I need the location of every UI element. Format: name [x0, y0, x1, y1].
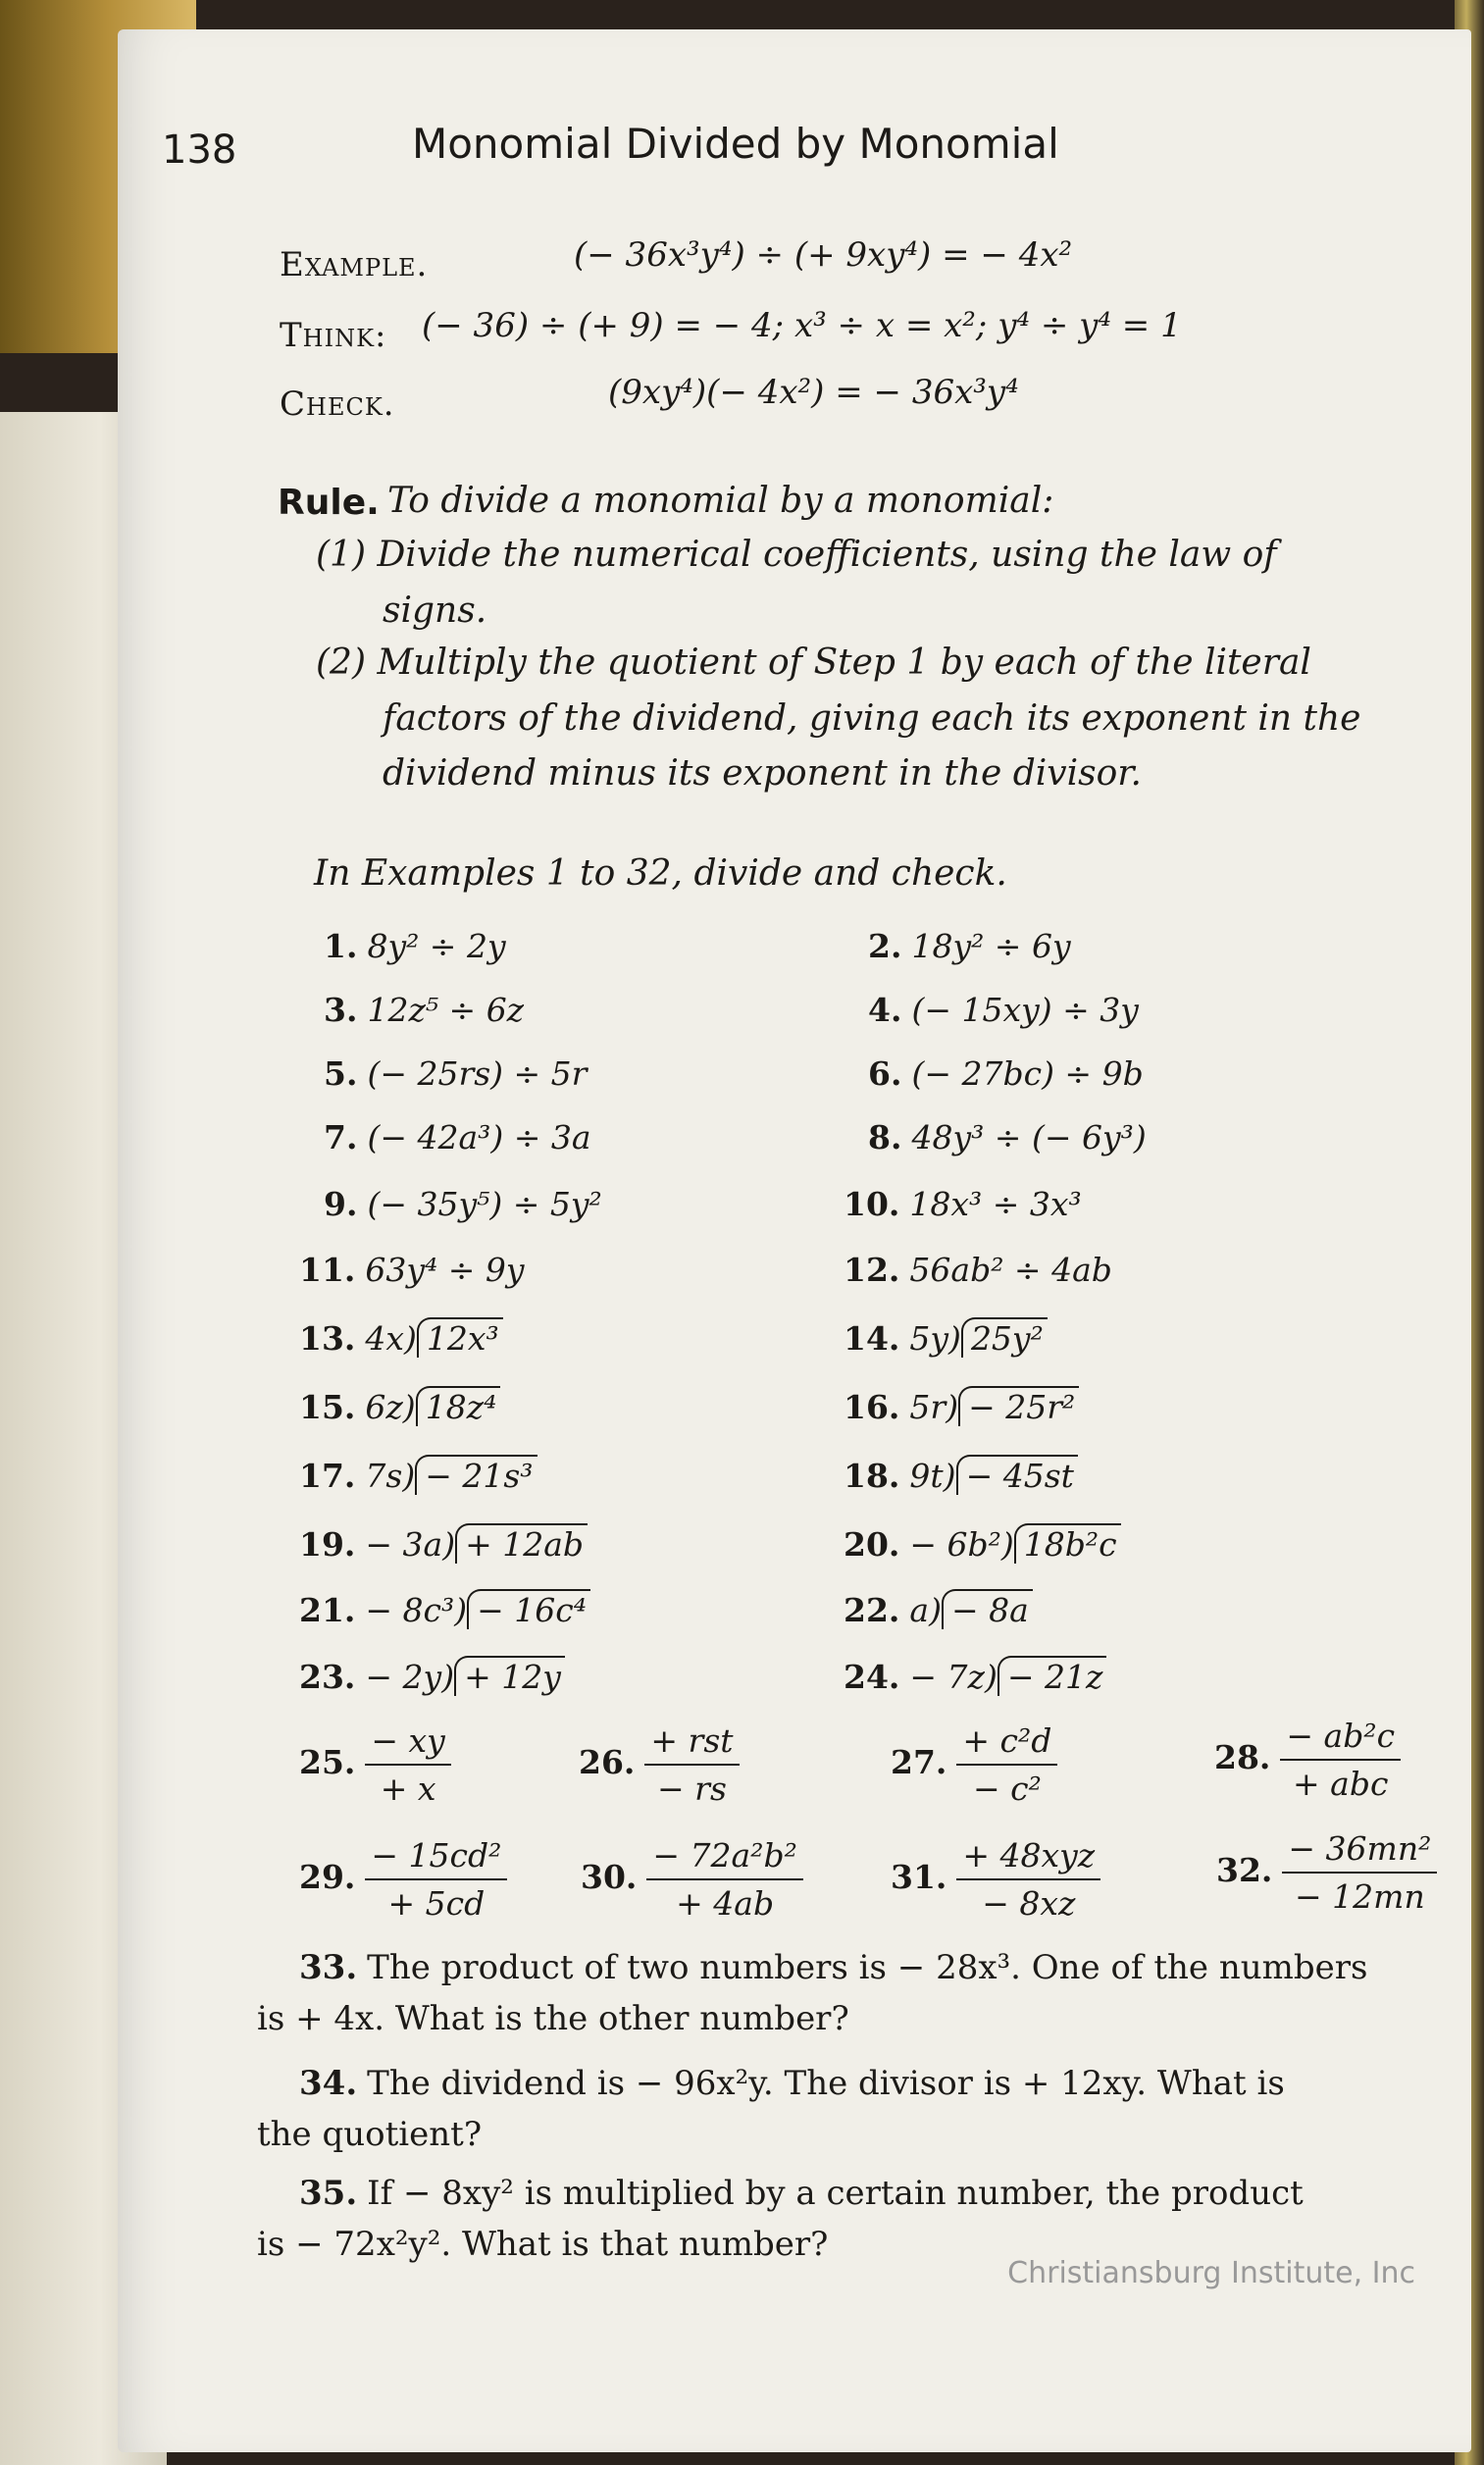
rule-step1-line1: (1) Divide the numerical coefficients, using the law of — [316, 535, 1277, 575]
problem-23: 23. − 2y) + 12y — [299, 1658, 565, 1696]
problem-7: 7. (− 42a³) ÷ 3a — [324, 1118, 591, 1156]
page-number: 138 — [162, 128, 237, 173]
problem-35-line-1: 35. If − 8xy² is multiplied by a certain number, the product — [299, 2174, 1304, 2213]
problem-30: 30. $\frac{\text{− 72a²b²}}{+ 4ab}$ — [581, 1836, 803, 1923]
example-text: (− 36x³y⁴) ÷ (+ 9xy⁴) = − 4x² — [574, 235, 1073, 275]
problem-13: 13. 4x) 12x³ — [299, 1319, 503, 1358]
problem-12: 12. 56ab² ÷ 4ab — [844, 1251, 1112, 1289]
problem-31: 31. $\frac{\text{+ 48xyz}}{- 8xz}$ — [891, 1836, 1100, 1923]
problem-24: 24. − 7z) − 21z — [844, 1658, 1106, 1696]
rule-step2-line2: factors of the dividend, giving each its exponent in the — [383, 698, 1361, 739]
problem-3: 3. 12z⁵ ÷ 6z — [324, 991, 525, 1029]
instructions: In Examples 1 to 32, divide and check. — [314, 853, 1007, 894]
problem-34-line-1: 34. The dividend is − 96x²y. The divisor is + 12xy. What is — [299, 2064, 1285, 2103]
problem-25: 25. $\frac{- xy}{+ x}$ — [299, 1721, 451, 1808]
watermark: Christiansburg Institute, Inc — [1007, 2256, 1415, 2290]
problem-33-line-1: 33. The product of two numbers is − 28x³. One of the numbers — [299, 1948, 1368, 1987]
problem-6: 6. (− 27bc) ÷ 9b — [868, 1054, 1144, 1093]
problem-22: 22. a) − 8a — [844, 1591, 1033, 1629]
problem-19: 19. − 3a) + 12ab — [299, 1525, 588, 1564]
problem-4: 4. (− 15xy) ÷ 3y — [868, 991, 1139, 1029]
think-text: (− 36) ÷ (+ 9) = − 4; x³ ÷ x = x²; y⁴ ÷ y⁴ = 1 — [422, 306, 1182, 345]
problem-29: 29. $\frac{\text{− 15cd²}}{+ 5cd}$ — [299, 1836, 507, 1923]
problem-2: 2. 18y² ÷ 6y — [868, 927, 1071, 965]
problem-34-line-2: the quotient? — [257, 2115, 483, 2154]
problem-17: 17. 7s) − 21s³ — [299, 1457, 537, 1495]
problem-1: 1. 8y² ÷ 2y — [324, 927, 506, 965]
problem-35-line-2: is − 72x²y². What is that number? — [257, 2225, 829, 2264]
page-title: Monomial Divided by Monomial — [412, 120, 1059, 168]
problem-32: 32. $\frac{\text{− 36mn²}}{- 12mn}$ — [1216, 1829, 1437, 1916]
problem-33-line-2: is + 4x. What is the other number? — [257, 1999, 849, 2038]
problem-18: 18. 9t) − 45st — [844, 1457, 1078, 1495]
problem-15: 15. 6z) 18z⁴ — [299, 1388, 500, 1426]
rule-label: Rule. — [278, 483, 380, 523]
problem-28: 28. $\frac{\text{− ab²c}}{\text{+ abc}}$ — [1214, 1717, 1401, 1803]
rule-intro: To divide a monomial by a monomial: — [387, 481, 1054, 521]
check-label: Check. — [280, 385, 395, 424]
problem-11: 11. 63y⁴ ÷ 9y — [299, 1251, 525, 1289]
problem-10: 10. 18x³ ÷ 3x³ — [844, 1185, 1082, 1223]
rule-step2-line3: dividend minus its exponent in the divisor. — [383, 753, 1142, 794]
problem-5: 5. (− 25rs) ÷ 5r — [324, 1054, 588, 1093]
example-label: Example. — [280, 245, 429, 284]
problem-16: 16. 5r) − 25r² — [844, 1388, 1079, 1426]
think-label: Think: — [280, 316, 387, 355]
problem-8: 8. 48y³ ÷ (− 6y³) — [868, 1118, 1147, 1156]
check-text: (9xy⁴)(− 4x²) = − 36x³y⁴ — [608, 373, 1019, 412]
problem-9: 9. (− 35y⁵) ÷ 5y² — [324, 1185, 602, 1223]
problem-26: 26. $\frac{\text{+ rst}}{- rs}$ — [579, 1721, 740, 1808]
rule-step1-line2: signs. — [383, 591, 487, 631]
problem-21: 21. − 8c³) − 16c⁴ — [299, 1591, 590, 1629]
rule-step2-line1: (2) Multiply the quotient of Step 1 by each of the literal — [316, 642, 1311, 683]
problem-27: 27. $\frac{\text{+ c²d}}{\text{− c²}}$ — [891, 1721, 1057, 1808]
problem-14: 14. 5y) 25y² — [844, 1319, 1048, 1358]
problem-20: 20. − 6b²) 18b²c — [844, 1525, 1121, 1564]
